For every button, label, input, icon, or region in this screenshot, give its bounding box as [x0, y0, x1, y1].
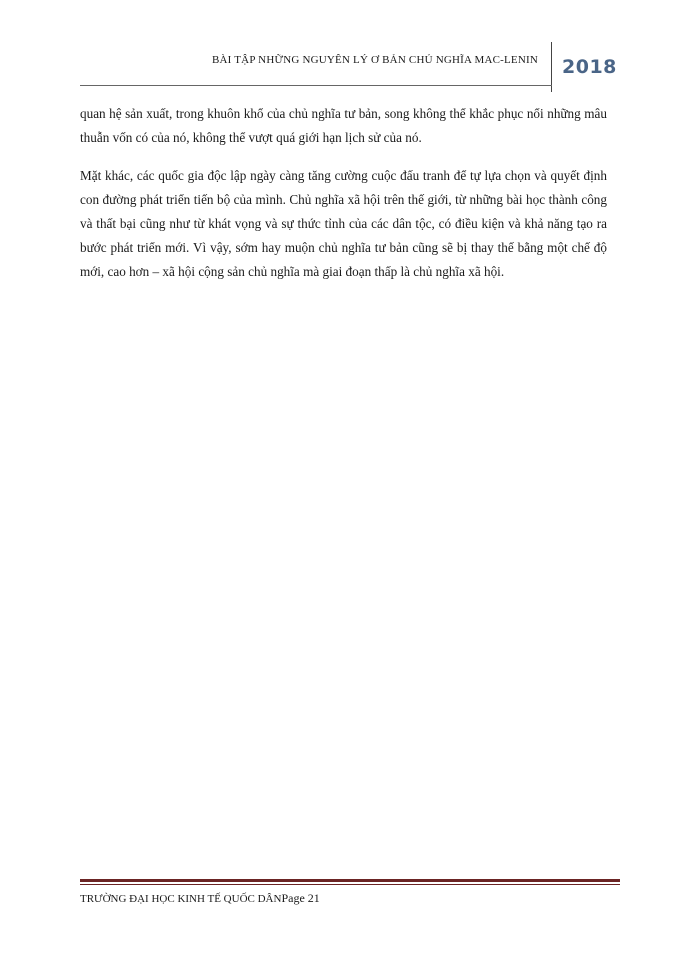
- page-number: Page 21: [281, 891, 320, 905]
- footer-rule-thin: [80, 884, 620, 885]
- header-title: BÀI TẬP NHỮNG NGUYÊN LÝ Ơ BẢN CHỦ NGHĨA MAC-LENIN: [211, 54, 538, 66]
- page-footer: [80, 891, 320, 906]
- paragraph-1: quan hệ sản xuất, trong khuôn khổ của chủ nghĩa tư bản, song không thể khắc phục nổi những mâu thuẫn vốn có của nó, không thể vượt quá giới hạn lịch sử của nó.: [80, 106, 607, 145]
- page-header: [0, 0, 700, 95]
- footer-rule: [80, 879, 620, 882]
- footer-school: TRƯỜNG ĐẠI HỌC KINH TẾ QUỐC DÂN: [80, 893, 282, 905]
- header-rule: [80, 85, 552, 86]
- header-year: 2018: [562, 56, 617, 78]
- document-body: [80, 102, 607, 298]
- paragraph-2: Mặt khác, các quốc gia độc lập ngày càng tăng cường cuộc đấu tranh để tự lựa chọn và quyết định con đường phát triển tiến bộ của mình. Chủ nghĩa xã hội trên thế giới, từ những bài học thành công và thất bại cũng như từ khát vọng và sự thức tỉnh của các dân tộc, có điều kiện và khả năng tạo ra bước phát triển mới. Vì vậy, sớm hay muộn chủ nghĩa tư bản cũng sẽ bị thay thế bằng một chế độ mới, cao hơn – xã hội cộng sản chủ nghĩa mà giai đoạn thấp là chủ nghĩa xã hội.: [80, 168, 607, 279]
